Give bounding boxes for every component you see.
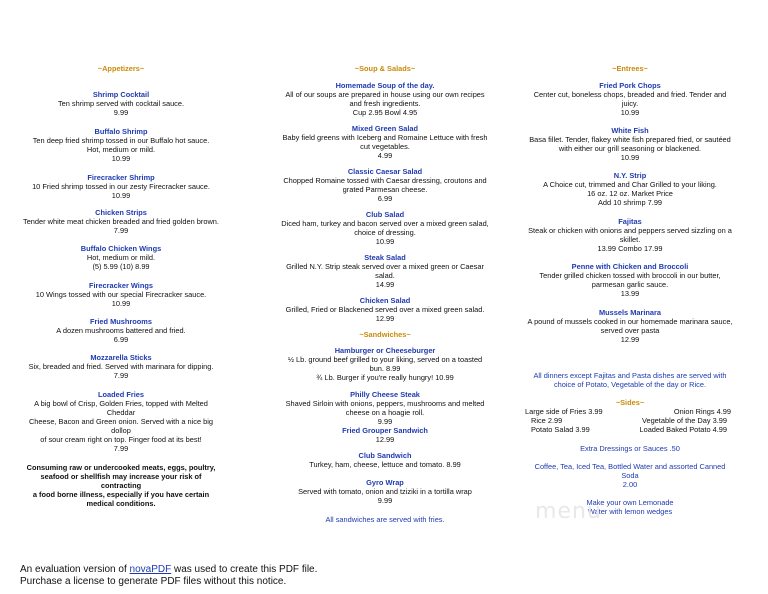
item-description: A big bowl of Crisp, Golden Fries, topped with Melted Cheddar xyxy=(34,399,208,417)
item-name: Buffalo Chicken Wings xyxy=(80,244,162,253)
side-item: Vegetable of the Day 3.99 xyxy=(641,416,727,425)
item-name: Buffalo Shrimp xyxy=(94,127,148,136)
sandwiches-note: All sandwiches are served with fries. xyxy=(325,515,445,524)
item-price: 14.99 xyxy=(375,280,395,289)
menu-item xyxy=(278,167,492,203)
item-description: Shaved Sirloin with onions, peppers, mushrooms and melted xyxy=(285,399,485,408)
menu-item xyxy=(22,317,220,344)
item-description: Hot, medium or mild. xyxy=(86,145,156,154)
soups-heading: ~Soup & Salads~ xyxy=(354,64,416,73)
item-description: Cheese, Bacon and Green onion. Served with a nice big dollop xyxy=(28,417,214,435)
drinks-price: 2.00 xyxy=(622,480,638,489)
menu-item xyxy=(278,81,492,117)
item-price: 9.99 xyxy=(377,417,393,426)
item-name: Chicken Salad xyxy=(359,296,411,305)
item-name: Loaded Fries xyxy=(98,390,144,399)
novapdf-link[interactable]: novaPDF xyxy=(129,564,172,575)
item-price: 10.99 xyxy=(111,299,131,308)
item-description: salad. xyxy=(375,271,395,280)
item-description: Grilled N.Y. Strip steak served over a mixed green or Caesar xyxy=(286,262,484,271)
item-description: Served with tomato, onion and tziziki in a tortilla wrap xyxy=(298,487,472,496)
item-description: Six, breaded and fried. Served with marinara for dipping. xyxy=(28,362,214,371)
item-description: choice of dressing. xyxy=(354,228,416,237)
sides-heading: ~Sides~ xyxy=(615,398,645,407)
item-name: Fajitas xyxy=(618,217,642,226)
item-price: 13.99 Combo 17.99 xyxy=(597,244,663,253)
item-price: (5) 5.99 (10) 8.99 xyxy=(92,262,150,271)
item-name: Fried Mushrooms xyxy=(89,317,152,326)
item-description: A dozen mushrooms battered and fried. xyxy=(56,326,186,335)
item-price: 10.99 xyxy=(620,153,640,162)
item-description: Grilled, Fried or Blackened served over a mixed green salad. xyxy=(285,305,485,314)
item-name: Mozzarella Sticks xyxy=(90,353,152,362)
item-name: Shrimp Cocktail xyxy=(92,90,150,99)
dinner-note xyxy=(523,371,737,389)
item-price: 7.99 xyxy=(113,226,129,235)
menu-item xyxy=(278,390,492,426)
item-description: ½ Lb. ground beef grilled to your liking, served on a toasted xyxy=(287,355,483,364)
side-item: Large side of Fries 3.99 xyxy=(525,407,603,416)
pdf-notice-line2: Purchase a license to generate PDF files without this notice. xyxy=(20,576,287,587)
item-price: 6.99 xyxy=(113,335,129,344)
item-name: Mixed Green Salad xyxy=(351,124,419,133)
item-description: Chopped Romaine tossed with Caesar dressing, croutons and xyxy=(283,176,487,185)
item-description: Diced ham, turkey and bacon served over a mixed green salad, xyxy=(281,219,489,228)
menu-item xyxy=(523,217,737,253)
item-description: All of our soups are prepared in house using our own recipes xyxy=(285,90,485,99)
notice-text: was used to create this PDF file. xyxy=(171,564,318,575)
menu-item xyxy=(22,281,220,308)
item-price: 10.99 xyxy=(111,191,131,200)
side-item: Onion Rings 4.99 xyxy=(673,407,731,416)
menu-item xyxy=(278,451,492,469)
item-description: Basa fillet. Tender, flakey white fish prepared fried, or sautéed xyxy=(529,135,731,144)
entrees-heading: ~Entrees~ xyxy=(612,64,648,73)
item-price: 4.99 xyxy=(377,151,393,160)
item-description: Ten deep fried shrimp tossed in our Buffalo hot sauce. xyxy=(32,136,210,145)
item-name: Hamburger or Cheeseburger xyxy=(334,346,436,355)
item-description: cheese on a hoagie roll. xyxy=(345,408,425,417)
side-item: Potato Salad 3.99 xyxy=(531,425,590,434)
item-name: Philly Cheese Steak xyxy=(350,390,420,399)
item-name: Steak Salad xyxy=(364,253,406,262)
extras-note: Extra Dressings or Sauces .50 xyxy=(580,444,680,453)
note-line: choice of Potato, Vegetable of the day or Rice. xyxy=(553,380,707,389)
item-name: Club Sandwich xyxy=(358,451,412,460)
menu-item xyxy=(278,124,492,160)
pdf-notice-line1 xyxy=(20,564,317,576)
sides-row xyxy=(523,407,737,416)
menu-item xyxy=(523,126,737,162)
item-price: 7.99 xyxy=(113,371,129,380)
drinks-line: Coffee, Tea, Iced Tea, Bottled Water and assorted Canned xyxy=(534,462,726,471)
note-line: All dinners except Fajitas and Pasta dishes are served with xyxy=(533,371,727,380)
item-name: N.Y. Strip xyxy=(613,171,647,180)
item-name: Gyro Wrap xyxy=(366,478,404,487)
item-name: White Fish xyxy=(611,126,649,135)
item-description: with either our grill seasoning or blackened. xyxy=(558,144,702,153)
item-description: Turkey, ham, cheese, lettuce and tomato. 8.99 xyxy=(309,460,461,469)
allergy-warning xyxy=(22,463,220,508)
item-description: Tender white meat chicken breaded and fried golden brown. xyxy=(23,217,219,226)
warning-line: seafood or shellfish may increase your risk of contracting xyxy=(40,472,202,490)
item-name: Fried Pork Chops xyxy=(599,81,661,90)
item-description: of sour cream right on top. Finger food at its best! xyxy=(40,435,202,444)
item-description: served over pasta xyxy=(600,326,660,335)
side-item: Rice 2.99 xyxy=(531,416,563,425)
menu-item xyxy=(278,346,492,382)
sandwiches-heading: ~Sandwiches~ xyxy=(359,330,411,339)
item-price: 7.99 xyxy=(113,444,129,453)
item-name: Mussels Marinara xyxy=(598,308,662,317)
menu-item xyxy=(22,353,220,380)
item-price: 9.99 xyxy=(113,108,129,117)
item-description: Baby field greens with Iceberg and Romaine Lettuce with fresh xyxy=(282,133,488,142)
lemonade-line: Make your own Lemonade xyxy=(586,498,674,507)
drinks-line: Soda xyxy=(621,471,639,480)
item-description: cut vegetables. xyxy=(360,142,410,151)
drinks-note xyxy=(523,462,737,489)
item-description: Hot, medium or mild. xyxy=(86,253,156,262)
menu-item xyxy=(523,81,737,117)
item-price: 10.99 xyxy=(620,108,640,117)
appetizers-heading: ~Appetizers~ xyxy=(97,64,145,73)
item-price: 12.99 xyxy=(375,314,395,323)
menu-item xyxy=(22,173,220,200)
item-description: Steak or chicken with onions and peppers served sizzling on a xyxy=(528,226,732,235)
menu-item xyxy=(22,90,220,117)
item-name: Club Salad xyxy=(365,210,405,219)
item-price: Cup 2.95 Bowl 4.95 xyxy=(352,108,418,117)
lemonade-line: Water with lemon wedges xyxy=(587,507,673,516)
menu-item xyxy=(278,210,492,246)
item-price: Add 10 shrimp 7.99 xyxy=(597,198,663,207)
item-description: A pound of mussels cooked in our homemade marinara sauce, xyxy=(527,317,733,326)
menu-item xyxy=(278,253,492,289)
menu-item xyxy=(22,390,220,453)
sides-row xyxy=(523,416,737,425)
menu-item xyxy=(22,244,220,271)
item-description: skillet. xyxy=(619,235,641,244)
item-price: ¾ Lb. Burger if you're really hungry! 10.99 xyxy=(316,373,454,382)
item-price: 9.99 xyxy=(377,496,393,505)
item-description: 10 Fried shrimp tossed in our zesty Firecracker sauce. xyxy=(32,182,210,191)
item-price: 10.99 xyxy=(375,237,395,246)
item-price: 10.99 xyxy=(111,154,131,163)
menu-item xyxy=(278,478,492,505)
warning-line: Consuming raw or undercooked meats, eggs, poultry, xyxy=(26,463,216,472)
item-description: parmesan garlic sauce. xyxy=(591,280,669,289)
item-description: A Choice cut, trimmed and Char Grilled to your liking. xyxy=(543,180,717,189)
item-price: 12.99 xyxy=(620,335,640,344)
item-name: Classic Caesar Salad xyxy=(347,167,423,176)
item-price: 16 oz. 12 oz. Market Price xyxy=(587,189,673,198)
menu-item xyxy=(22,208,220,235)
menu-item xyxy=(22,127,220,163)
side-item: Loaded Baked Potato 4.99 xyxy=(639,425,727,434)
item-name: Chicken Strips xyxy=(95,208,147,217)
item-price: 6.99 xyxy=(377,194,393,203)
item-description: Ten shrimp served with cocktail sauce. xyxy=(57,99,185,108)
item-description: 10 Wings tossed with our special Firecracker sauce. xyxy=(35,290,207,299)
menu-item xyxy=(523,171,737,207)
warning-line: a food borne illness, especially if you have certain xyxy=(32,490,210,499)
item-description: Center cut, boneless chops, breaded and fried. Tender and xyxy=(533,90,727,99)
item-name: Penne with Chicken and Broccoli xyxy=(571,262,689,271)
menu-item xyxy=(278,426,492,444)
warning-line: medical conditions. xyxy=(86,499,156,508)
item-description: and fresh ingredients. xyxy=(349,99,421,108)
item-description: Tender grilled chicken tossed with broccoli in our butter, xyxy=(539,271,721,280)
item-description: grated Parmesan cheese. xyxy=(342,185,428,194)
menu-item xyxy=(523,308,737,344)
menu-item xyxy=(523,262,737,298)
item-price: bun. 8.99 xyxy=(369,364,401,373)
item-name: Firecracker Shrimp xyxy=(87,173,155,182)
item-name: Fried Grouper Sandwich xyxy=(342,426,428,435)
item-description: juicy. xyxy=(621,99,639,108)
item-name: Homemade Soup of the day. xyxy=(335,81,435,90)
menu-watermark: menu xyxy=(535,499,602,524)
notice-text: An evaluation version of xyxy=(20,564,130,575)
sides-row xyxy=(523,425,737,434)
item-price: 13.99 xyxy=(620,289,640,298)
item-name: Firecracker Wings xyxy=(88,281,153,290)
item-price: 12.99 xyxy=(375,435,395,444)
menu-item xyxy=(278,296,492,323)
